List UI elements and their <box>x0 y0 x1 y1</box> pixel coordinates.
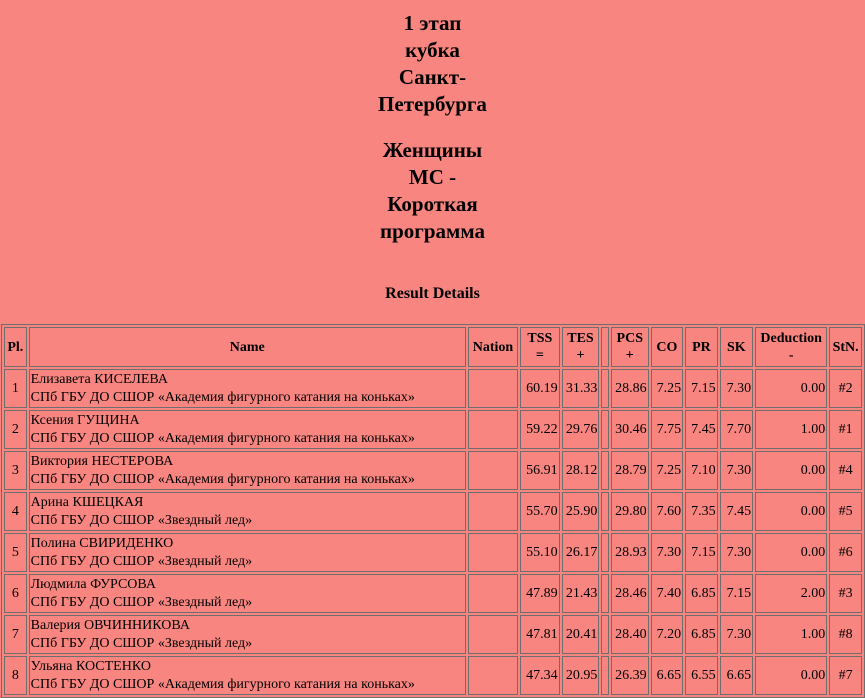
cell-deduction: 2.00 <box>755 574 827 613</box>
cell-co: 7.40 <box>651 574 684 613</box>
skater-name: Арина КШЕЦКАЯ <box>30 494 144 510</box>
results-table <box>1 324 865 698</box>
cell-separator <box>601 492 609 531</box>
skater-name: Ульяна КОСТЕНКО <box>30 658 151 674</box>
cell-sk: 7.70 <box>720 410 753 449</box>
event-title-line: кубка <box>405 38 460 62</box>
cell-sk: 7.30 <box>720 369 753 408</box>
cell-stn: #2 <box>829 369 862 408</box>
cell-co: 7.30 <box>651 533 684 572</box>
table-row <box>4 656 862 695</box>
category-title-line: Короткая <box>387 192 478 216</box>
event-title <box>0 10 865 118</box>
cell-sk: 7.30 <box>720 451 753 490</box>
header-pl: Pl. <box>4 327 27 367</box>
cell-tss: 55.70 <box>520 492 560 531</box>
section-title: Result Details <box>385 285 480 302</box>
cell-tes: 21.43 <box>562 574 600 613</box>
skater-club: СПб ГБУ ДО СШОР «Академия фигурного катания на коньках» <box>30 430 415 446</box>
cell-pl: 8 <box>4 656 27 695</box>
skater-club: СПб ГБУ ДО СШОР «Звездный лед» <box>30 553 253 569</box>
cell-co: 7.60 <box>651 492 684 531</box>
skater-club: СПб ГБУ ДО СШОР «Академия фигурного катания на коньках» <box>30 471 415 487</box>
cell-stn: #3 <box>829 574 862 613</box>
cell-pl: 4 <box>4 492 27 531</box>
skater-club: СПб ГБУ ДО СШОР «Звездный лед» <box>30 512 253 528</box>
cell-tss: 59.22 <box>520 410 560 449</box>
header-pcs-op: + <box>625 348 634 363</box>
cell-name <box>29 574 466 613</box>
cell-tss: 60.19 <box>520 369 560 408</box>
header-pcs-label: PCS <box>616 331 643 346</box>
header-deduction-op: - <box>788 348 794 363</box>
header-co: CO <box>651 327 684 367</box>
cell-name <box>29 369 466 408</box>
header-tes-op: + <box>576 348 585 363</box>
cell-separator <box>601 533 609 572</box>
cell-nation <box>468 574 518 613</box>
cell-pcs: 30.46 <box>611 410 649 449</box>
cell-tss: 47.81 <box>520 615 560 654</box>
header-nation: Nation <box>468 327 518 367</box>
header-deduction <box>755 327 827 367</box>
cell-tes: 20.41 <box>562 615 600 654</box>
cell-pcs: 28.79 <box>611 451 649 490</box>
cell-pr: 7.10 <box>685 451 718 490</box>
cell-separator <box>601 615 609 654</box>
category-title-line: МС - <box>408 165 457 189</box>
cell-separator <box>601 410 609 449</box>
skater-name: Полина СВИРИДЕНКО <box>30 535 174 551</box>
cell-pr: 6.55 <box>685 656 718 695</box>
cell-separator <box>601 656 609 695</box>
cell-nation <box>468 410 518 449</box>
cell-separator <box>601 451 609 490</box>
cell-name <box>29 615 466 654</box>
skater-name: Елизавета КИСЕЛЕВА <box>30 371 168 387</box>
cell-pcs: 28.93 <box>611 533 649 572</box>
cell-tss: 55.10 <box>520 533 560 572</box>
cell-stn: #5 <box>829 492 862 531</box>
cell-name <box>29 410 466 449</box>
cell-pl: 7 <box>4 615 27 654</box>
header-row <box>4 327 862 367</box>
event-title-line: Петербурга <box>378 92 487 116</box>
cell-sk: 7.15 <box>720 574 753 613</box>
skater-club: СПб ГБУ ДО СШОР «Звездный лед» <box>30 635 253 651</box>
cell-sk: 7.45 <box>720 492 753 531</box>
cell-name <box>29 451 466 490</box>
cell-tes: 28.12 <box>562 451 600 490</box>
cell-pcs: 28.86 <box>611 369 649 408</box>
cell-nation <box>468 369 518 408</box>
cell-tes: 31.33 <box>562 369 600 408</box>
cell-pl: 2 <box>4 410 27 449</box>
header-separator <box>601 327 609 367</box>
event-title-line: Санкт- <box>398 65 467 89</box>
cell-pr: 6.85 <box>685 574 718 613</box>
header-pcs <box>611 327 649 367</box>
table-row <box>4 533 862 572</box>
cell-co: 7.75 <box>651 410 684 449</box>
cell-tss: 56.91 <box>520 451 560 490</box>
cell-separator <box>601 369 609 408</box>
cell-stn: #1 <box>829 410 862 449</box>
skater-club: СПб ГБУ ДО СШОР «Звездный лед» <box>30 594 253 610</box>
cell-tes: 26.17 <box>562 533 600 572</box>
cell-pr: 7.45 <box>685 410 718 449</box>
header-tss-label: TSS <box>527 331 553 346</box>
category-title-line: Женщины <box>382 138 483 162</box>
cell-pr: 7.15 <box>685 369 718 408</box>
skater-name: Виктория НЕСТЕРОВА <box>30 453 174 469</box>
cell-stn: #8 <box>829 615 862 654</box>
cell-nation <box>468 451 518 490</box>
cell-tss: 47.34 <box>520 656 560 695</box>
cell-tes: 20.95 <box>562 656 600 695</box>
cell-nation <box>468 656 518 695</box>
cell-name <box>29 492 466 531</box>
cell-pcs: 29.80 <box>611 492 649 531</box>
header-tss-op: = <box>535 348 544 363</box>
table-row <box>4 369 862 408</box>
cell-pl: 5 <box>4 533 27 572</box>
skater-name: Ксения ГУЩИНА <box>30 412 140 428</box>
cell-pcs: 26.39 <box>611 656 649 695</box>
skater-name: Валерия ОВЧИННИКОВА <box>30 617 190 633</box>
cell-deduction: 0.00 <box>755 451 827 490</box>
cell-pl: 3 <box>4 451 27 490</box>
event-title-line: 1 этап <box>403 11 462 35</box>
cell-deduction: 0.00 <box>755 369 827 408</box>
cell-deduction: 0.00 <box>755 492 827 531</box>
cell-nation <box>468 615 518 654</box>
cell-sk: 6.65 <box>720 656 753 695</box>
cell-co: 7.25 <box>651 451 684 490</box>
table-row <box>4 615 862 654</box>
cell-stn: #4 <box>829 451 862 490</box>
header-sk: SK <box>720 327 753 367</box>
category-title <box>0 137 865 245</box>
cell-name <box>29 533 466 572</box>
cell-pl: 1 <box>4 369 27 408</box>
cell-tss: 47.89 <box>520 574 560 613</box>
cell-pcs: 28.40 <box>611 615 649 654</box>
skater-name: Людмила ФУРСОВА <box>30 576 156 592</box>
category-title-line: программа <box>380 219 485 243</box>
table-row <box>4 410 862 449</box>
skater-club: СПб ГБУ ДО СШОР «Академия фигурного катания на коньках» <box>30 389 415 405</box>
cell-co: 7.25 <box>651 369 684 408</box>
cell-pl: 6 <box>4 574 27 613</box>
cell-name <box>29 656 466 695</box>
cell-nation <box>468 533 518 572</box>
cell-tes: 25.90 <box>562 492 600 531</box>
cell-co: 6.65 <box>651 656 684 695</box>
cell-deduction: 0.00 <box>755 656 827 695</box>
cell-pcs: 28.46 <box>611 574 649 613</box>
cell-deduction: 1.00 <box>755 615 827 654</box>
header-name: Name <box>29 327 466 367</box>
skater-club: СПб ГБУ ДО СШОР «Академия фигурного катания на коньках» <box>30 676 415 692</box>
table-row <box>4 451 862 490</box>
cell-sk: 7.30 <box>720 615 753 654</box>
cell-pr: 7.35 <box>685 492 718 531</box>
table-row <box>4 492 862 531</box>
header-stn: StN. <box>829 327 862 367</box>
header-deduction-label: Deduction <box>760 331 822 346</box>
cell-nation <box>468 492 518 531</box>
cell-separator <box>601 574 609 613</box>
cell-co: 7.20 <box>651 615 684 654</box>
table-row <box>4 574 862 613</box>
header-tes <box>562 327 600 367</box>
cell-sk: 7.30 <box>720 533 753 572</box>
header-tss <box>520 327 560 367</box>
cell-pr: 6.85 <box>685 615 718 654</box>
cell-stn: #6 <box>829 533 862 572</box>
cell-stn: #7 <box>829 656 862 695</box>
cell-tes: 29.76 <box>562 410 600 449</box>
header-tes-label: TES <box>567 331 594 346</box>
header-pr: PR <box>685 327 718 367</box>
cell-deduction: 0.00 <box>755 533 827 572</box>
cell-pr: 7.15 <box>685 533 718 572</box>
cell-deduction: 1.00 <box>755 410 827 449</box>
